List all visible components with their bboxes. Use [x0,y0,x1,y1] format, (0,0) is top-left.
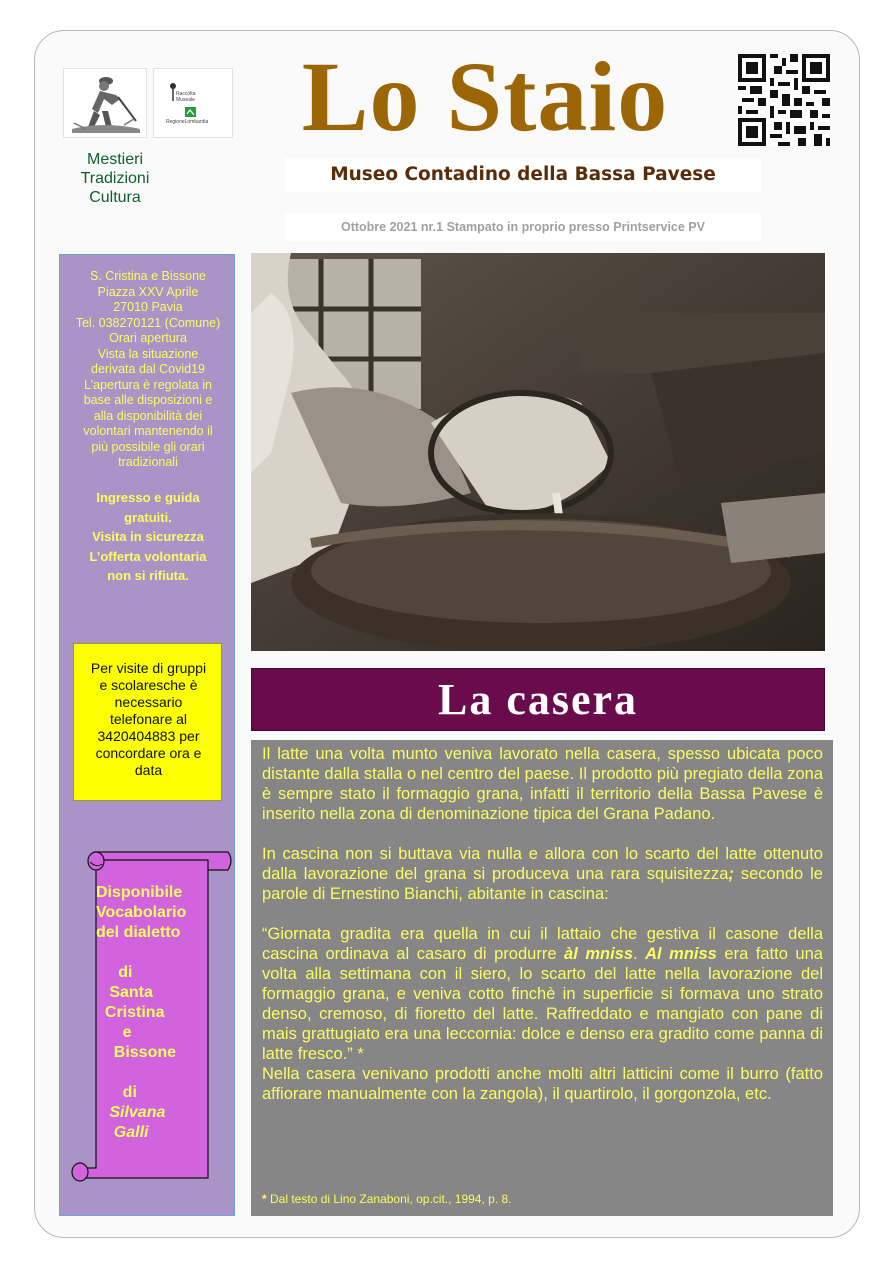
issue-box [285,213,761,241]
address-line: alla disponibilità dei [93,408,203,423]
tagline-line: Cultura [89,189,141,206]
footnote-star: * [262,1192,267,1206]
qr-code-icon[interactable] [738,54,830,146]
scroll-line: Santa [96,984,153,1001]
group-line: concordare ora e [95,745,202,761]
group-visits-box [73,643,222,801]
section-banner [251,668,825,731]
article-paragraph: Il latte una volta munto veniva lavorato nella casera, spesso ubicata poco distante dalla stalla o nel centro del paese. Il prodotto più pregiato della zona è sempre stato il formaggio grana, infatti il territorio della Bassa Pavese è inserito nella zona di denominazione tipica del Grana Padano. [262,745,823,823]
entry-line: L’offerta volontaria [89,548,207,564]
scroll-line: Cristina [96,1004,165,1021]
address-line: tradizionali [118,455,178,469]
tagline-line: Mestieri Tradizioni [80,151,150,187]
entry-line: gratuiti. [124,509,172,525]
scroll-line: e [96,1024,132,1041]
dialect-term: Al mniss [645,945,717,963]
scroll-author: Silvana [96,1104,166,1121]
regione-logo-text: RegioneLombardia [166,119,209,125]
article-body [262,744,823,1104]
cheesemaking-photo [251,253,825,651]
address-line: Vista la situazione [97,346,199,361]
footnote-text: Dal testo di Lino Zanaboni, op.cit., 1994, p. 8. [266,1192,512,1206]
footnote [262,1192,512,1206]
subtitle-box [285,158,761,192]
dictionary-notice [96,883,186,1143]
entry-line: Visita in sicurezza [92,529,204,544]
scroll-line: Bissone [96,1044,177,1061]
group-line: e scolaresche è [99,677,198,693]
address-line: Orari apertura [109,331,187,345]
entry-line: non si rifiuta. [107,568,189,583]
scroll-line [96,1063,186,1083]
scroll-line: di [96,1084,137,1101]
address-line: base alle disposizioni e [83,393,213,407]
issue-line: Ottobre 2021 nr.1 Stampato in proprio presso Printservice PV [340,220,705,234]
group-line: Per visite di gruppi [90,660,207,676]
group-visits-text [78,660,219,779]
museum-address-block [64,269,232,471]
address-line: L’apertura è regolata in [84,377,212,392]
article-panel [251,740,833,1216]
raccolta-pin-icon [154,69,232,137]
section-title: La casera [437,675,639,724]
address-line: più possibile gli orari [91,439,205,454]
scroll-line: di [96,964,133,981]
address-line: S. Cristina e Bissone [89,269,207,283]
raccolta-museale-logo [153,68,233,138]
farmer-illustration [64,69,146,137]
article-quote: “Giornata gradita era quella in cui il lattaio che gestiva il casone della cascina ordinava al casaro di produrre àl mniss. Al mniss era fatto una volta alla settimana con il siero, lo scarto del latte nella lavorazione del formaggio grana, e veniva cotto finchè in superficie si formava uno strato denso, cremoso, di fioretto del latte. Raffreddato e mangiato con pane di mais grattugiato era una leccornia: dolce e denso era gradito come panna di latte fresco.” * [262,925,823,1063]
article-paragraph: Nella casera venivano prodotti anche molti altri latticini come il burro (fatto affiorare manualmente con la zangola), il quartirolo, il gorgonzola, etc. [262,1065,823,1103]
address-line: Piazza XXV Aprile [97,284,199,299]
phone-number[interactable]: 3420404883 per [97,728,200,744]
scroll-line: Disponibile [96,884,183,901]
address-line: 27010 Pavia [113,300,183,314]
group-line: necessario [114,694,183,710]
article-paragraph: In cascina non si buttava via nulla e allora con lo scarto del latte ottenuto dalla lavorazione del grana si produceva una rara squisitezza; secondo le parole di Ernestino Bianchi, abitante in cascina: [262,845,823,903]
scroll-line [96,943,186,963]
entry-line: Ingresso e guida [96,490,200,505]
address-line: volontari mantenendo il [83,424,213,438]
address-line: derivata dal Covid19 [91,362,205,376]
raccolta-logo-text: Raccolta Museale [176,91,196,103]
scroll-author: Galli [96,1124,149,1141]
museum-subtitle: Museo Contadino della Bassa Pavese [330,164,716,185]
newsletter-title: Lo Staio [301,41,669,152]
scroll-line: del dialetto [96,924,181,941]
farmer-logo [63,68,147,138]
tagline [55,150,175,207]
scroll-line: Vocabolario [96,904,187,921]
group-line: data [134,762,163,778]
free-entry-notice [64,488,232,586]
dialect-term: àl mniss [564,945,634,963]
phone-line[interactable]: Tel. 038270121 (Comune) [75,315,221,330]
group-line: telefonare al [109,711,188,727]
